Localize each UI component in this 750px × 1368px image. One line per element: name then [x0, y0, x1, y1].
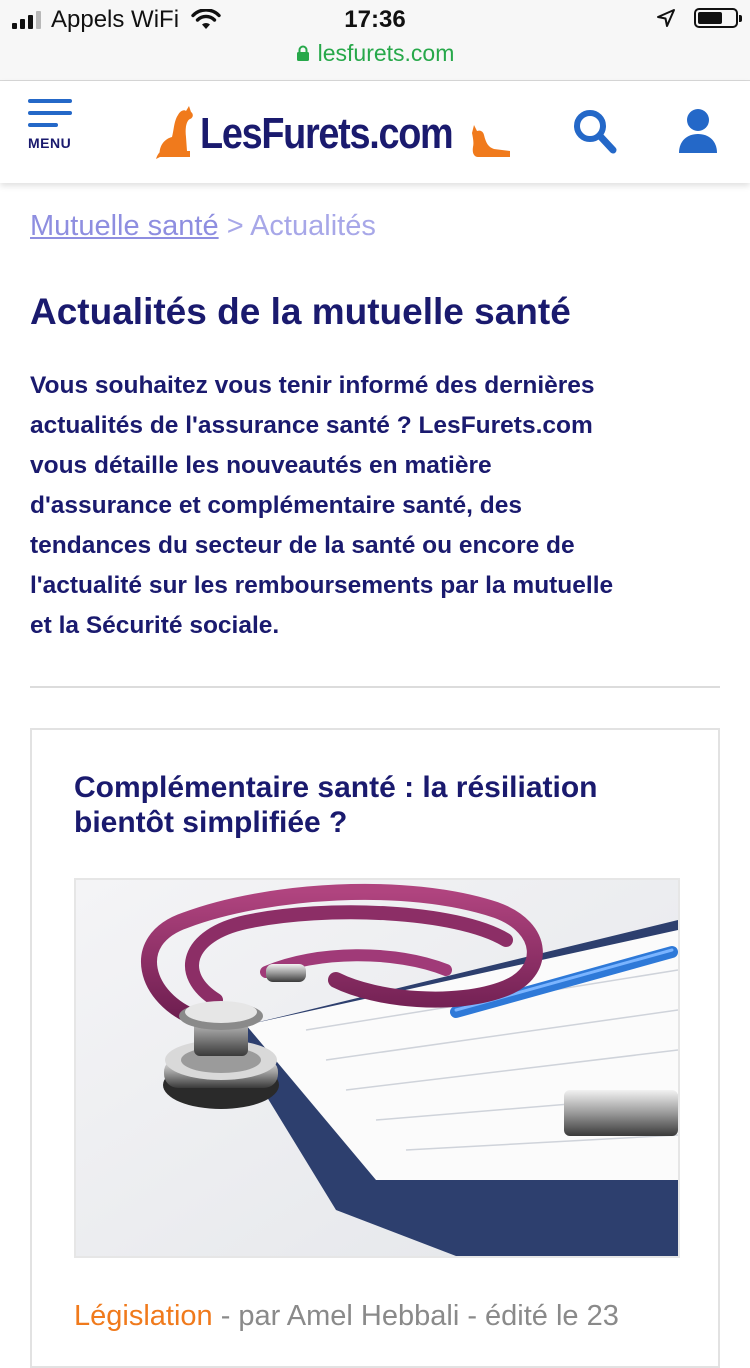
intro-line: Vous souhaitez vous tenir informé des dernières — [30, 372, 595, 399]
intro-line: actualités de l'assurance santé ? LesFurets.com — [30, 412, 593, 439]
menu-button[interactable] — [28, 99, 84, 163]
site-header — [0, 81, 750, 183]
article-image[interactable] — [74, 878, 680, 1258]
article-title-line: bientôt simplifiée ? — [74, 806, 348, 839]
url-text: lesfurets.com — [317, 40, 455, 66]
carrier-label: Appels WiFi — [51, 6, 180, 33]
intro-line: d'assurance et complémentaire santé, des — [30, 492, 522, 519]
lock-icon — [296, 45, 310, 62]
intro-line: tendances du secteur de la santé ou encore de — [30, 532, 575, 559]
intro-paragraph — [30, 366, 720, 646]
logo-text: LesFurets.com — [200, 109, 453, 158]
article-meta — [74, 1300, 619, 1333]
section-divider — [30, 686, 720, 688]
site-logo[interactable] — [156, 103, 512, 161]
intro-line: vous détaille les nouveautés en matière — [30, 452, 492, 479]
article-category-link[interactable]: Législation — [74, 1300, 213, 1332]
intro-line: et la Sécurité sociale. — [30, 612, 280, 639]
ferret-right-icon — [468, 121, 512, 161]
intro-line: l'actualité sur les remboursements par la mutuelle — [30, 572, 614, 599]
status-bar — [0, 0, 750, 81]
article-title[interactable] — [74, 770, 674, 840]
breadcrumb-current: Actualités — [250, 210, 376, 242]
article-title-line: Complémentaire santé : la résiliation — [74, 771, 598, 804]
hamburger-icon — [28, 99, 84, 127]
status-time: 17:36 — [344, 6, 406, 33]
article-meta-text: - par Amel Hebbali - édité le 23 — [212, 1300, 619, 1332]
ferret-left-icon — [156, 103, 204, 161]
search-icon[interactable] — [572, 107, 618, 155]
battery-icon — [694, 8, 738, 28]
breadcrumb — [30, 210, 376, 243]
article-card[interactable] — [30, 728, 720, 1368]
menu-label: MENU — [28, 135, 72, 151]
breadcrumb-separator: > — [226, 210, 244, 242]
stethoscope-clipboard-image — [76, 880, 678, 1256]
location-arrow-icon — [656, 8, 676, 28]
user-account-icon[interactable] — [676, 107, 720, 155]
url-bar[interactable] — [0, 40, 750, 67]
page-title: Actualités de la mutuelle santé — [30, 291, 571, 332]
status-right — [656, 8, 738, 28]
breadcrumb-link-mutuelle-sante[interactable]: Mutuelle santé — [30, 210, 219, 242]
